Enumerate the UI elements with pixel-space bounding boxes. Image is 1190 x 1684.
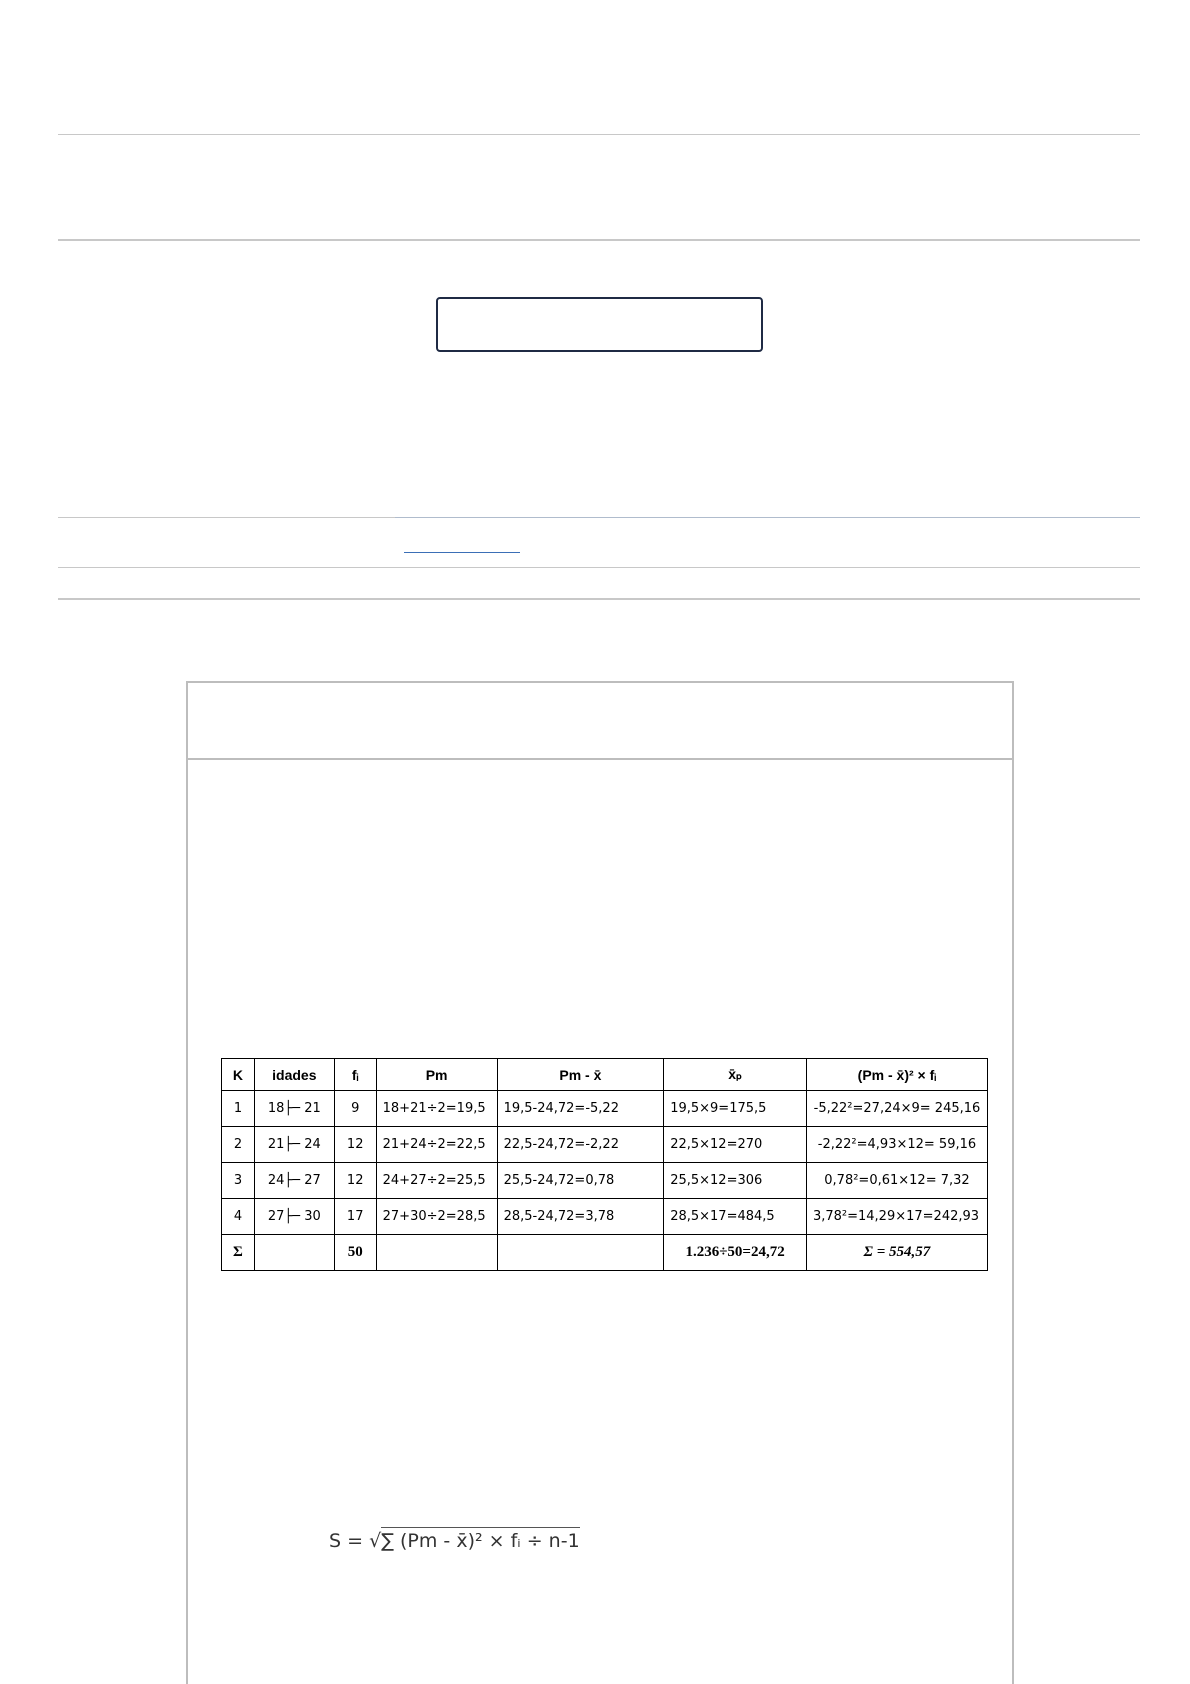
- cell-pm: 27+30÷2=28,5: [376, 1199, 497, 1235]
- header-fi: fᵢ: [334, 1059, 376, 1091]
- cell-k: 4: [222, 1199, 255, 1235]
- total-sigma: Σ: [222, 1235, 255, 1271]
- total-fi: 50: [334, 1235, 376, 1271]
- cell-squared: -5,22²=27,24×9= 245,16: [806, 1091, 987, 1127]
- nav-accent-line: [395, 517, 1140, 518]
- header-idades: idades: [254, 1059, 334, 1091]
- table-row: [222, 1127, 988, 1163]
- frequency-table-image: [221, 1058, 988, 1288]
- table-header-row: [222, 1059, 988, 1091]
- cell-weighted: 25,5×12=306: [664, 1163, 807, 1199]
- header-divider: [58, 239, 1140, 241]
- cell-squared: 0,78²=0,61×12= 7,32: [806, 1163, 987, 1199]
- std-deviation-formula: [329, 1530, 580, 1570]
- nav-divider-bottom: [58, 567, 1140, 568]
- cell-fi: 9: [334, 1091, 376, 1127]
- cell-idades: 18├─ 21: [254, 1091, 334, 1127]
- cell-k: 3: [222, 1163, 255, 1199]
- total-squared-sum: Σ = 554,57: [806, 1235, 987, 1271]
- content-divider: [58, 598, 1140, 600]
- cell-pm-minus-mean: 25,5-24,72=0,78: [497, 1163, 664, 1199]
- table-row: [222, 1199, 988, 1235]
- formula-radicand: ∑ (Pm - x̄)² × fᵢ ÷ n-1: [381, 1527, 580, 1552]
- cell-idades: 21├─ 24: [254, 1127, 334, 1163]
- cell-squared: -2,22²=4,93×12= 59,16: [806, 1127, 987, 1163]
- table-totals-row: [222, 1235, 988, 1271]
- cell-fi: 17: [334, 1199, 376, 1235]
- cell-fi: 12: [334, 1163, 376, 1199]
- nav-link[interactable]: [404, 552, 520, 553]
- header-pm: Pm: [376, 1059, 497, 1091]
- total-pm-minus-mean: [497, 1235, 664, 1271]
- header-squared-deviation: (Pm - x̄)² × fᵢ: [806, 1059, 987, 1091]
- header-pm-minus-mean: Pm - x̄: [497, 1059, 664, 1091]
- content-panel: [186, 681, 1014, 1684]
- total-idades: [254, 1235, 334, 1271]
- cell-weighted: 19,5×9=175,5: [664, 1091, 807, 1127]
- cell-idades: 27├─ 30: [254, 1199, 334, 1235]
- total-pm: [376, 1235, 497, 1271]
- cell-pm: 21+24÷2=22,5: [376, 1127, 497, 1163]
- panel-header: [188, 683, 1012, 760]
- table-row: [222, 1091, 988, 1127]
- header-weighted-mean: x̄ₚ: [664, 1059, 807, 1091]
- cell-pm-minus-mean: 19,5-24,72=-5,22: [497, 1091, 664, 1127]
- cell-squared: 3,78²=14,29×17=242,93: [806, 1199, 987, 1235]
- cell-pm: 24+27÷2=25,5: [376, 1163, 497, 1199]
- formula-lhs: S =: [329, 1530, 370, 1552]
- total-mean: 1.236÷50=24,72: [664, 1235, 807, 1271]
- cell-weighted: 22,5×12=270: [664, 1127, 807, 1163]
- frequency-table: [221, 1058, 988, 1271]
- cell-pm-minus-mean: 22,5-24,72=-2,22: [497, 1127, 664, 1163]
- search-input[interactable]: [436, 297, 763, 352]
- cell-idades: 24├─ 27: [254, 1163, 334, 1199]
- cell-k: 1: [222, 1091, 255, 1127]
- cell-weighted: 28,5×17=484,5: [664, 1199, 807, 1235]
- cell-fi: 12: [334, 1127, 376, 1163]
- top-divider: [58, 134, 1140, 135]
- cell-pm: 18+21÷2=19,5: [376, 1091, 497, 1127]
- sqrt-icon: √: [369, 1530, 382, 1552]
- header-k: K: [222, 1059, 255, 1091]
- table-row: [222, 1163, 988, 1199]
- nav-divider-top: [58, 517, 395, 518]
- cell-k: 2: [222, 1127, 255, 1163]
- cell-pm-minus-mean: 28,5-24,72=3,78: [497, 1199, 664, 1235]
